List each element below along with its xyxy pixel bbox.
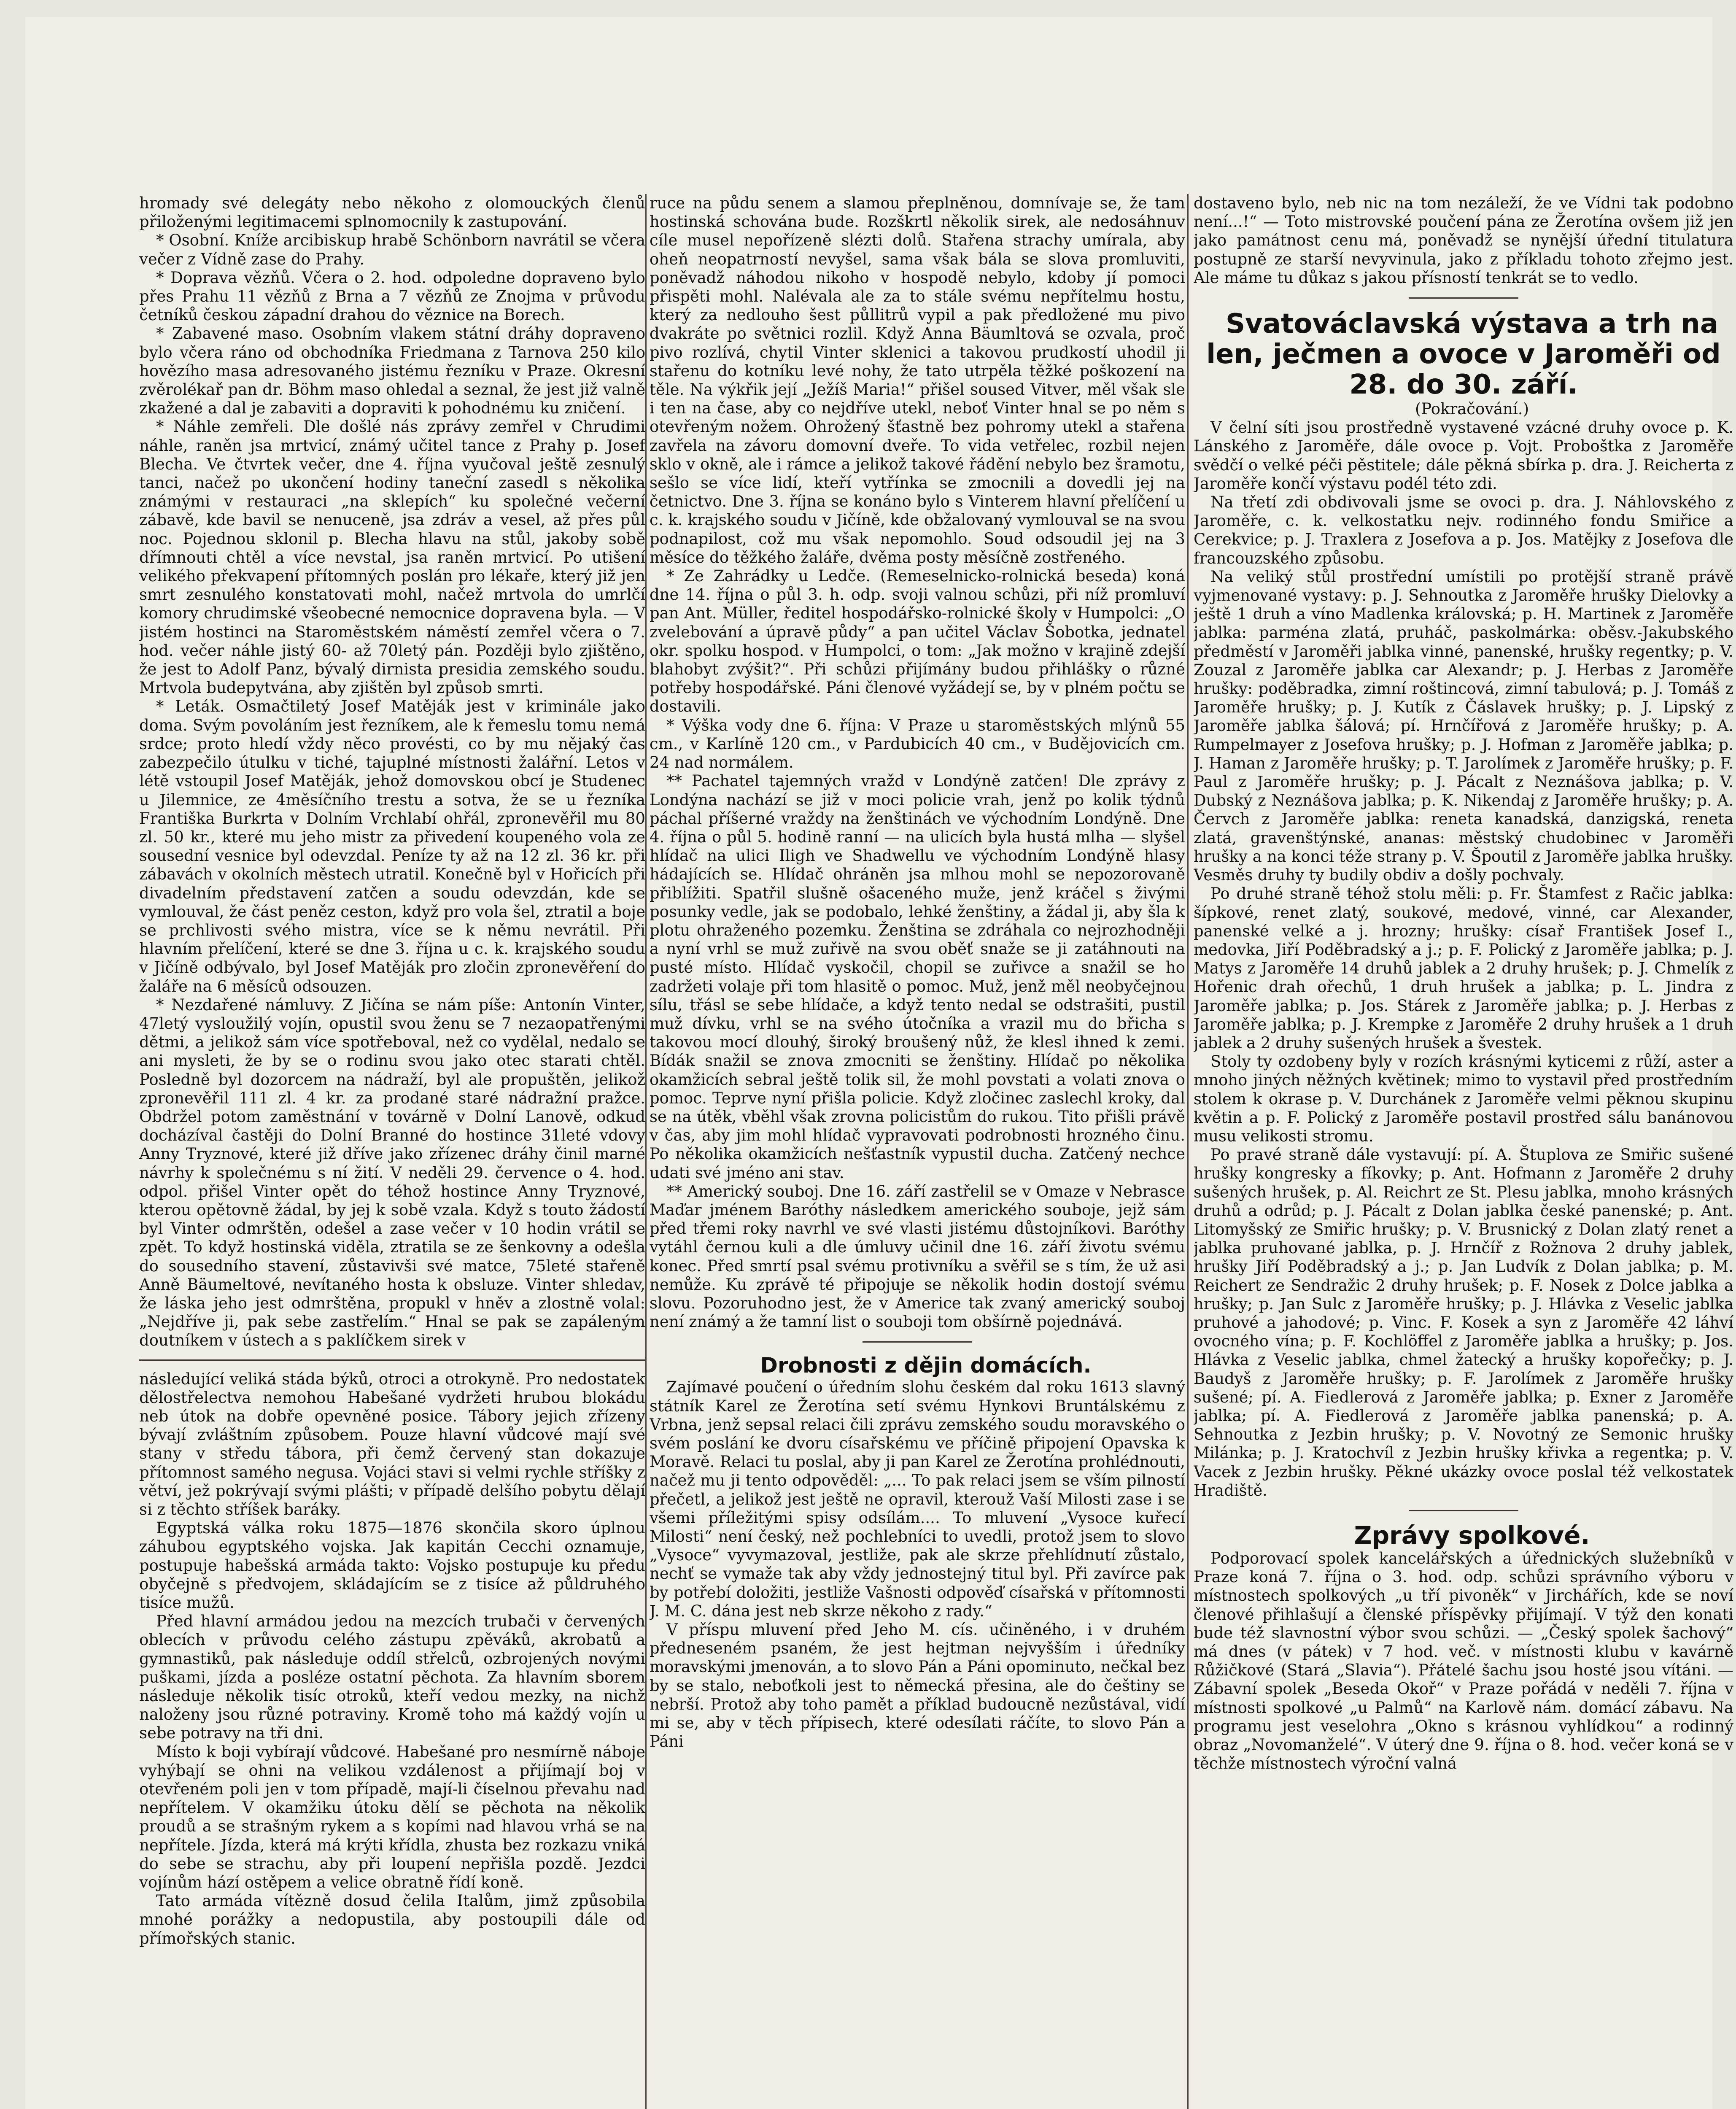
paragraph: Místo k boji vybírají vůdcové. Habešané pro nesmírně náboje vyhýbají se ohni na velikou vzdálenost a přijímají boj v otevřeném poli jen v tom případě, mají-li číselnou převahu nad nepřítelem. V okamžiku útoku dělí se pěchota na několik proudů a se strašným rykem a s kopími nad hlavou vrhá se na nepřítele. Jízda, která má krýti křídla, zhusta bez rozkazu vniká do sebe se strachu, aby při loupení nepřišla pozdě. Jezdci vojínům hází ostěpem a velice obratně řídí koně. — [139, 1742, 645, 1892]
paragraph: Na třetí zdi obdivovali jsme se ovoci p. dra. J. Náhlovského z Jaroměře, c. k. velkostatku nejv. rodinného fondu Smiřice a Cerekvice; p. J. Traxlera z Josefova a p. Jos. Matějky z Josefova dle francouzského způsobu. — [1194, 493, 1733, 567]
paragraph: Egyptská válka roku 1875—1876 skončila skoro úplnou záhubou egyptského vojska. Jak kapitán Cecchi oznamuje, postupuje habešská armáda takto: Vojsko postupuje ku předu obyčejně s předvojem, skládajícím se z tisíce až půldruhého tisíce mužů. — [139, 1519, 645, 1612]
paragraph: hromady své delegáty nebo někoho z olomouckých členů přiloženými legitimacemi splnomocnily k zastupování. — [139, 194, 645, 231]
section-title: Zprávy spolkové. — [1354, 1521, 1590, 1550]
section-divider — [139, 1359, 645, 1361]
paragraph: * Náhle zemřeli. Dle došlé nás zprávy zemřel v Chrudimi náhle, raněn jsa mrtvicí, známý učitel tance z Prahy p. Josef Blecha. Ve čtvrtek večer, dne 4. října vyučoval ještě zesnulý tanci, načež po ukončení hodiny taneční zasedl s několika známými v restauraci „na sklepích“ ku společné večerní zábavě, kde bavil se nenuceně, jsa zdráv a vesel, až přes půl noc. Pojednou sklonil p. Blecha hlavu na stůl, jakoby sobě dřímnouti chtěl a více nevstal, jsa raněn mrtvicí. Po utišení velikého překvapení přítomných poslán pro lékaře, který již jen smrt zesnulého konstatovati mohl, načež mrtvola do umrlčí komory chrudimské všeobecné nemocnice dopravena byla. — V jistém hostinci na Staroměstském náměstí zemřel včera o 7. hod. večer náhle jistý 60- až 70letý pán. Později bylo zjištěno, že jest to Adolf Panz, bývalý dirnista presidia zemského soudu. Mrtvola budepytvána, aby zjištěn byl způsob smrti. — [139, 418, 645, 697]
paragraph: Před hlavní armádou jedou na mezcích trubači v červených oblecích v průvodu celého zástupu zpěváků, akrobatů a gymnastiků, pak následuje oddíl střelců, ozbrojených novými puškami, jízda a posléze ostatní pěchota. Za hlavním sborem následuje několik tisíc otroků, kteří vedou mezky, na nichž naloženy jsou různé potraviny. Kromě toho má každý vojín u sebe potravy na tři dni. — [139, 1612, 645, 1742]
column-1 — [139, 194, 645, 2109]
newspaper-page — [25, 17, 1733, 2109]
section-divider — [1409, 1510, 1518, 1511]
section-divider — [1409, 297, 1518, 299]
column-rule — [1187, 194, 1189, 2109]
paragraph: dostaveno bylo, neb nic na tom nezáleží, že ve Vídni tak podobno není...!“ — Toto mistrovské poučení pána ze Žerotína ovšem již jen jako památnost cenu má, poněvadž se nynější úřední titulatura postupně ze starší nevyvinula, jako z příkladu tohoto zřejmo jest. Ale máme tu důkaz s jakou přísností tenkrát se to vedlo. — [1194, 194, 1733, 287]
paragraph: následující veliká stáda býků, otroci a otrokyně. Pro nedostatek dělostřelectva nemohou Habešané vydržeti hrubou blokádu neb útok na dobře opevněné posice. Tábory jejich zřízeny bývají zvláštním způsobem. Pouze hlavní vůdcové mají své stany v středu tábora, při čemž červený stan dokazuje přítomnost samého negusa. Vojáci stavi si velmi rychle stříšky z větví, jež pokrývají svými plášti; v případě delšího pobytu dělají si z těchto stříšek baráky. — [139, 1370, 645, 1519]
paragraph: * Výška vody dne 6. října: V Praze u staroměstských mlýnů 55 cm., v Karlíně 120 cm., v Pardubicích 40 cm., v Budějovicích cm. 24 nad normálem. — [650, 716, 1185, 772]
paragraph: * Ze Zahrádky u Ledče. (Remeselnicko-rolnická beseda) koná dne 14. října o půl 3. h. odp. svoji valnou schůzi, při níž promluví pan Ant. Müller, ředitel hospodářsko-rolnické školy v Humpolci: „O zvelebování a úpravě půdy“ a pan učitel Václav Šobotka, jednatel okr. spolku hospod. v Humpolci, o tom: „Jak možno v krajině zdejší blahobyt zvýšit?“. Při schůzi přijímány budou přihlášky o různé potřeby hospodářské. Páni členové vyžádejí se, by v plném počtu se dostavili. — [650, 567, 1185, 716]
paragraph: * Doprava vězňů. Včera o 2. hod. odpoledne dopraveno bylo přes Prahu 11 vězňů z Brna a 7 vězňů ze Znojma v průvodu četníků českou západní drahou do věznice na Borech. — [139, 268, 645, 324]
paragraph: ruce na půdu senem a slamou přeplněnou, domnívaje se, že tam hostinská schována bude. Rozškrtl několik sirek, ale nedosáhnuv cíle musel nepořízeně slézti dolů. Stařena strachy umírala, aby oheň neopatrností nevyšel, sama však bála se slova promluviti, poněvadž náhodou nikoho v hospodě nebylo, kdoby jí pomoci přispěti mohl. Nalévala ale za to stále svému nepřítelmu hostu, který za nedlouho šest půllitrů vypil a pak předložené mu pivo dvakráte po světnici rozlil. Když Anna Bäumltová se ozvala, proč pivo rozlívá, chytil Vinter sklenici a takovou prudkostí uhodil ji stařenu do kotníku levé nohy, že tato utrpěla těžké poškození na těle. Na výkřik její „Ježíš Maria!“ přišel soused Vitver, měl však sle i ten na čase, aby co nejdříve utekl, neboť Vinter hnal se po něm s otevřeným nožem. Ohrožený šťastně bez pohromy utekl a stařena zavřela na závoru domovní dveře. To vida vetřelec, rozbil nejen sklo v okně, ale i rámce a jelikož takové řádění nebylo bez šramotu, sešlo se více lidí, kteří vytřínka se zmocnili a dovedli jej na četnictvo. Dne 3. října se konáno bylo s Vinterem hlavní přelíčení u c. k. krajského soudu v Jičíně, kde obžalovaný vymlouval se na svou podnapilost, což mu však nepomohlo. Soud odsoudil jej na 3 měsíce do těžkého žaláře, dvěma posty měsíčně zostřeného. — [650, 194, 1185, 566]
headline: Svatováclavská výstava a trh na len, ječmen a ovoce v Jaroměři od 28. do 30. září. — [1206, 308, 1721, 401]
paragraph: Podporovací spolek kancelářských a úřednických služebníků v Praze koná 7. října o 3. hod. odp. schůzi správního výboru v místnostech spolkových „u tří pivoněk“ v Jirchářích, kde se noví členové přihlašují a členské příspěvky přijímají. V týž den konati bude též slavnostní výbor svou schůzi. — „Český spolek šachový“ má dnes (v pátek) v 7 hod. več. v místnosti klubu v kavárně Růžičkové (Stará „Slavia“). Přátelé šachu jsou hosté jsou vítáni. — Zábavní spolek „Beseda Okoř“ v Praze pořádá v neděli 7. října v místnosti spolkové „u Palmů“ na Karlově nám. domácí zábavu. Na programu jest veselohra „Okno s krásnou vyhlídkou“ a rodinný obraz „Novomanželé“. V úterý dne 9. října o 8. hod. večer koná se v těchže místnostech výroční valná — [1194, 1549, 1733, 1773]
paragraph: Tato armáda vítězně dosud čelila Italům, jimž způsobila mnohé porážky a nedopustila, aby postoupili dále od přímořských stanic. — [139, 1892, 645, 1947]
paragraph: * Nezdařené námluvy. Z Jičína se nám píše: Antonín Vinter, 47letý vysloužilý vojín, opustil svou ženu se 7 nezaopatřenými dětmi, a jelikož sám více spotřeboval, než co vydělal, nedalo se ani mysleti, že by se o rodinu svou jako otec starati chtěl. Posledně byl dozorcem na nádraží, byl ale propuštěn, jelikož zpronevěřil 111 zl. 4 kr. za prodané staré nádražní pražce. Obdržel potom zaměstnání v továrně v Dolní Lanově, odkud docházíval častěji do Dolní Branné do hostince 31leté vdovy Anny Tryznové, které již dříve jako zřízenec dráhy činil marné návrhy k společnému s ní žití. V neděli 29. července o 4. hod. odpol. přišel Vinter opět do téhož hostince Anny Tryznové, kterou opětovně žádal, by jej k sobě vzala. Když s touto žádostí byl Vinter odmrštěn, odešel a zase večer v 10 hodin vrátil se zpět. To když hostinská viděla, ztratila se ze šenkovny a odešla do sousedního stavení, zůstavivši své matce, 75leté stařeně Anně Bäumeltové, nevítaného hosta k obsluze. Vinter shledav, že láska jeho jest odmrštěna, propukl v hněv a zlostně volal: „Nejdříve ji, pak sebe zastřelím.“ Hnal se pak se zapáleným doutníkem v ústech a s paklíčkem sirek v — [139, 995, 645, 1350]
section-title: Drobnosti z dějin domácích. — [760, 1353, 1092, 1378]
paragraph: ** Americký souboj. Dne 16. září zastřelil se v Omaze v Nebrasce Maďar jménem Baróthy následkem amerického souboje, jejž sám před třemi roky navrhl ve své vlasti jistému důstojníkovi. Baróthy vytáhl černou kuli a dle úmluvy učinil dne 16. září životu svému konec. Před smrtí psal svému protivníku a svěřil se s tím, že už asi nemůže. Ku zprávě té připojuje se několik hodin dostojí svému slovu. Pozoruhodno jest, že v Americe tak zvaný americký souboj není známý a že tamní list o souboji tom obšírně pojednává. — [650, 1182, 1185, 1331]
paragraph: * Leták. Osmačtiletý Josef Matěják jest v kriminále jako doma. Svým povoláním jest řezníkem, ale k řemeslu tomu nemá srdce; proto hledí vždy něco provésti, co by mu nějaký čas zabezpečilo útulku v tiché, tajuplné místnosti žalářní. Letos v létě vstoupil Josef Matěják, jehož domovskou obcí je Studenec u Jilemnice, ze 4měsíčního trestu a sotva, že se u řezníka Františka Burkrta v Dolním Vrchlabí ohřál, zpronevěřil mu 80 zl. 50 kr., které mu jeho mistr za přivedení koupeného vola ze sousední vesnice byl odevzdal. Peníze ty až na 12 zl. 36 kr. při zábavách v okolních městech utratil. Konečně byl v Hořicích při divadelním představení zatčen a soudu odevzdán, kde se vymlouval, že část peněz ceston, když pro vola šel, ztratil a boje se prchlivosti svého mistra, více se k němu nevrátil. Při hlavním přelíčení, které se dne 3. října u c. k. krajského soudu v Jičíně odbývalo, byl Josef Matěják pro zločin zpronevěření do žaláře na 6 měsíců odsouzen. — [139, 697, 645, 995]
section-divider — [863, 1341, 972, 1343]
paragraph: Po pravé straně dále vystavují: pí. A. Štuplova ze Smiřic sušené hrušky kongresky a fíkovky; p. Ant. Hofmann z Jaroměře 2 druhy sušených hrušek, p. Al. Reichrt ze St. Plesu jablka, mnoho krásných druhů a odrůd; p. J. Pácalt z Dolan jablka české panenské; p. Ant. Litomyšský ze Smiřic hrušky; p. V. Brusnický z Dolan zlatý renet a jablka pruhované jablka, p. J. Hrnčíř z Rožnova 2 druhy jablek, hrušky Jiří Poděbradský a j.; p. Jan Ludvík z Dolan jablka; p. M. Reichert ze Sendražic 2 druhy hrušek; p. F. Nosek z Dolce jablka a hrušky; p. Jan Sulc z Jaroměře hrušky; p. J. Hlávka z Veselic jablka pruhové a jahodové; p. Vinc. F. Kosek a syn z Jaroměře 42 láhví ovocného vína; p. F. Kochlöffel z Jaroměře jablka a hrušky; p. Jos. Hlávka z Veselic jablka, chmel žatecký a hrušky kopořečky; p. J. Baudyš z Jaroměře hrušky; p. F. Jarolímek z Jaroměře hrušky sušené; pí. A. Fiedlerová z Jaroměře jablka; p. Exner z Jaroměře jablka; pí. A. Fiedlerová z Jaroměře jablka panenská; p. A. Sehnoutka z Jezbin hrušky; p. V. Novotný ze Semonic hrušky Milánka; p. J. Kratochvíl z Jezbin hrušky křivka a regentka; p. V. Vacek z Jezbin hrušky. Pěkné ukázky ovoce poslal též velkostatek Hradiště. — [1194, 1146, 1733, 1499]
paragraph: V čelní síti jsou prostředně vystavené vzácné druhy ovoce p. K. Lánského z Jaroměře, dále ovoce p. Vojt. Proboštka z Jaroměře svědčí o velké péči pěstitele; dále pěkná sbírka p. dra. J. Reicherta z Jaroměře končí výstavu podél této zdi. — [1194, 418, 1733, 493]
column-rule — [645, 194, 647, 2109]
column-2 — [650, 194, 1185, 2109]
paragraph: Zajímavé poučení o úředním slohu českém dal roku 1613 slavný státník Karel ze Žerotína setí svému Hynkovi Bruntálskému z Vrbna, jenž sepsal relaci čili zprávu zemského soudu moravského o svém poslání ke dvoru císařskému ve příčině připojení Opavska k Moravě. Relaci tu poslal, aby ji pan Karel ze Žerotína prohlédnouti, načež mu ji tento odpověděl: „... To pak relaci jsem se vším pilností přečetl, a jelikož jest ještě ne opravil, kterouž Vaší Milosti zase i se všemi příležitými spisy odsílám.... To mluvení „Vysoce kuřecí Milosti“ není český, než pochlebníci to uvedli, protož jsem to slovo „Vysoce“ vyvymazoval, jestliže, pak ale skrze přehlídnutí zůstalo, nechť se vymaže tak aby vždy jednostejný titul byl. Při zavírce pak by potřebí doložiti, jestliže Vašnosti odpověď císařská v přítomnosti J. M. C. dána jest neb skrze někoho z rady.“ — [650, 1378, 1185, 1620]
paragraph: Stoly ty ozdobeny byly v rozích krásnými kyticemi z růží, aster a mnoho jiných něžných květinek; mimo to vystavil před prostředním stolem k okrase p. V. Durchánek z Jaroměře velmi pěknou skupinu květin a p. F. Polický z Jaroměře postavil prostřed sálu banánovou musu velikosti stromu. — [1194, 1052, 1733, 1145]
paragraph: V příspu mluvení před Jeho M. cís. učiněného, i v druhém předneseném psaném, že jest hejtman nejvyšším i úředníky moravskými jmenován, a to slovo Pán a Páni opominuto, nečkal bez by se stalo, neboťkoli jest to německá přesina, ale do češtiny se nebrší. Protož aby toho pamět a příklad budoucně nezůstával, vidí mi se, aby v těch přípisech, které odesílati ráčíte, to slovo Pán a Páni — [650, 1621, 1185, 1751]
paragraph: Na veliký stůl prostřední umístili po protější straně právě vyjmenované vystavy: p. J. Sehnoutka z Jaroměře hrušky Dielovky a ještě 1 druh a víno Madlenka královská; p. H. Martinek z Jaroměře jablka: parména zlatá, pruháč, paskolmárka: oběsv.-Jakubského předměstí v Jaroměři jablka vinné, panenské, hrušky regentky; p. V. Zouzal z Jaroměře jablka car Alexandr; p. J. Herbas z Jaroměře hrušky: poděbradka, zimní roštincová, zimní tabulová; p. J. Tomáš z Jaroměře hrušky; p. J. Kutík z Čáslavek hrušky; p. J. Lipský z Jaroměře jablka šálová; pí. Hrnčířová z Jaroměře hrušky; p. A. Rumpelmayer z Josefova hrušky; p. J. Hofman z Jaroměře jablka; p. J. Haman z Jaroměře hrušky; p. T. Jarolímek z Jaroměře hrušky; p. F. Paul z Jaroměře hrušky; p. J. Pácalt z Neznášova jablka; p. V. Dubský z Neznášova jablka; p. K. Nikendaj z Jaroměře hrušky; p. A. Červch z Jaroměře jablka: reneta kanadská, danzigská, reneta zlatá, gravenštýnské, ananas: městský chudobinec v Jaroměři hrušky a na konci téže strany p. V. Špoutil z Jaroměře jablka hrušky. Vesměs druhy ty budily obdiv a došly pochvaly. — [1194, 567, 1733, 885]
paragraph: * Zabavené maso. Osobním vlakem státní dráhy dopraveno bylo včera ráno od obchodníka Friedmana z Tarnova 250 kilo hovězího masa adresovaného jistému řezníku v Praze. Okresní zvěrolékař pan dr. Böhm maso ohledal a seznal, že jest již valně zkažené a dal je zabaviti a dopraviti k pohodnému ku zničení. — [139, 324, 645, 418]
column-3 — [1194, 194, 1733, 2109]
headline-subtitle: (Pokračování.) — [1415, 400, 1529, 418]
paragraph: ** Pachatel tajemných vražd v Londýně zatčen! Dle zprávy z Londýna nachází se již v moci policie vrah, jenž po kolik týdnů páchal příšerné vraždy na ženštinách ve východním Londýně. Dne 4. října o půl 5. hodině ranní — na ulicích byla hustá mlha — slyšel hlídač na ulici Iligh ve Shadwellu ve východním Londýně hlasy hádajících se. Hlídač ohráněn jsa mlhou mohl se nepozorovaně přiblížiti. Spatřil slušně ošaceného muže, jenž kráčel s živými posunky vedle, jak se podobalo, lehké ženštiny, a žádal ji, aby šla k plotu ohraženého pozemku. Ženština se zdráhala co nejrozhodněji a nyní vrhl se muž zuřivě na svou oběť snaže se ji zatáhnouti na pusté místo. Hlídač vyskočil, chopil se zuřivce a snažil se ho zadržeti volaje při tom hlasitě o pomoc. Muž, jenž měl neobyčejnou sílu, třásl se sebe hlídače, a když tento nedal se odstrašiti, pustil muž dívku, vrhl se na svého útočníka a vrazil mu do břicha s takovou mocí dlouhý, široký broušený nůž, že klesl ihned k zemi. Bídák snažil se znova zmocniti se ženštiny. Hlídač po několika okamžicích sebral ještě tolik sil, že mohl povstati a volati znova o pomoc. Teprve nyní přišla policie. Když zločinec zaslechl kroky, dal se na útěk, vběhl však zrovna policistům do rukou. Tito přišli právě v čas, aby jim mohl hlídač vypravovati podrobnosti hrozného činu. Po několika okamžicích nešťastník vypustil ducha. Zatčený nechce udati své jméno ani stav. — [650, 772, 1185, 1182]
paragraph: Po druhé straně téhož stolu měli: p. Fr. Štamfest z Račic jablka: šípkové, renet zlatý, soukové, medové, vinné, car Alexander, panenské velké a j. hrozny; hrušky: císař František Josef I., medovka, Jiří Poděbradský a j.; p. F. Polický z Jaroměře jablka; p. J. Matys z Jaroměře 14 druhů jablek a 2 druhy hrušek; p. J. Chmelík z Hořenic drah ořechů, 1 druh hrušek a jablka; p. L. Jindra z Jaroměře jablka; p. Jos. Stárek z Jaroměře jablka; p. J. Herbas z Jaroměře jablka; p. J. Krempke z Jaroměře 2 druhy hrušek a 1 druh jablek a 2 druhy sušených hrušek a švestek. — [1194, 885, 1733, 1052]
paragraph: * Osobní. Kníže arcibiskup hrabě Schönborn navrátil se včera večer z Vídně zase do Prahy. — [139, 231, 645, 268]
